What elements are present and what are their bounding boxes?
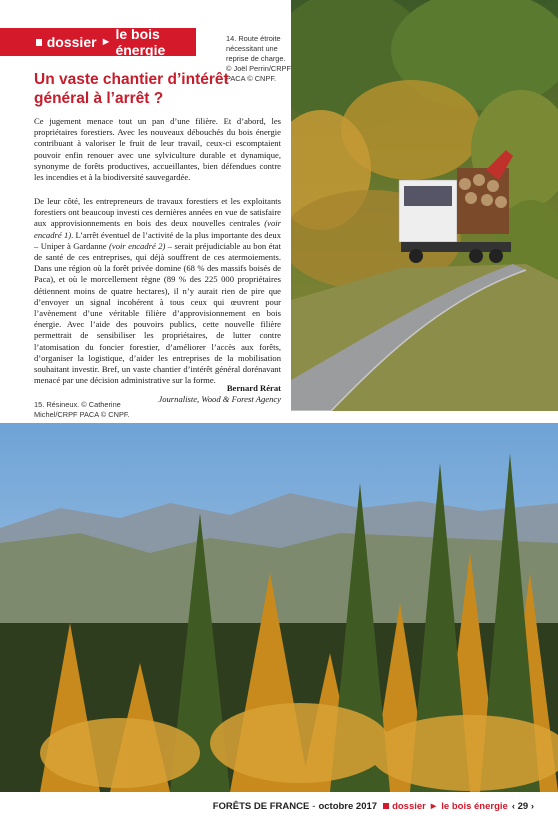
- footer-magazine: FORÊTS DE FRANCE: [212, 800, 310, 812]
- footer-square-icon: [383, 803, 389, 809]
- article-paragraph-2: [34, 196, 281, 386]
- reference-encadre-2: (voir encadré 2): [109, 240, 166, 251]
- paragraph-2-text-a: De leur côté, les entrepreneurs de travaux forestiers et les exploitants forestiers ont beaucoup investi ces dernières années en vue de satisfaire aux approvisionnements en bois des deux nouvelles centrales: [34, 196, 281, 229]
- photo-conifer-forest-mountains: [0, 423, 558, 792]
- footer-separator: -: [312, 800, 316, 812]
- footer-arrow-icon: ►: [428, 800, 439, 812]
- section-ribbon: [0, 28, 196, 56]
- footer-topic: le bois énergie: [441, 800, 508, 812]
- ribbon-topic: le bois énergie: [115, 26, 166, 58]
- reference-encadre-1: (voir encadré 1): [34, 218, 281, 240]
- footer-issue: octobre 2017: [318, 800, 378, 812]
- article-title: Un vaste chantier d’intérêt général à l’arrêt ?: [34, 71, 229, 107]
- author-signature: [140, 383, 281, 405]
- page-number: ‹ 29 ›: [511, 800, 534, 812]
- ribbon-section: dossier: [46, 34, 97, 50]
- ribbon-arrow-icon: ►: [100, 36, 112, 48]
- author-name: Bernard Rérat: [226, 383, 281, 393]
- article-paragraph-1: Ce jugement menace tout un pan d’une filière. Et d’abord, les propriétaires forestiers. Avec les nouveaux débouchés du bois énergie contribuant à valoriser le fruit de leur travail, ceux-ci escomptaient pouvoir enfin renouer avec une sylviculture durable et dynamique, synonyme de forêts productives, accueillantes, bien défendues contre les incendies et à la biodiversité sauvegardée.: [34, 116, 281, 183]
- paragraph-2-text-b: . L’arrêt éventuel de l’activité de la plus importante des deux – Uniper à Gardanne: [34, 229, 281, 251]
- page-footer: [0, 797, 558, 815]
- footer-section: dossier: [392, 800, 426, 812]
- photo-logging-truck-road: [291, 0, 558, 411]
- caption-photo-14: 14. Route étroite nécessitant une reprise de charge. © Joël Perrin/CRPF PACA © CNPF.: [226, 34, 291, 83]
- author-role: Journaliste, Wood & Forest Agency: [158, 394, 281, 404]
- paragraph-2-text-c: – serait préjudiciable au bon état de santé de ces entreprises, qui déjà souffrent de ces atermoiements. Dans une région où la forêt privée domine (68 % des massifs boisés de Paca), et où le morcellement règne (89 % des 225 000 propriétaires détiennent moins de quatre hectares), il n’y aurait rien de pire que d’envoyer un signal incohérent à tous ceux qui œuvrent pour l’avènement d’une véritable filière d’approvisionnement en bois énergie. Avec l’aide des pouvoirs publics, cette nouvelle filière permettrait de sensibiliser les propriétaires, de lutter contre l’atomisation du foncier forestier, d’améliorer l’accès aux forêts, d’organiser la logistique, d’aider les entreprises de la mobilisation souhaitant investir. Bref, un vaste chantier d’intérêt général dorénavant menacé par une décision administrative sur la forme.: [34, 240, 281, 386]
- caption-photo-15: 15. Résineux. © Catherine Michel/CRPF PACA © CNPF.: [34, 400, 130, 419]
- ribbon-square-icon: [36, 39, 42, 46]
